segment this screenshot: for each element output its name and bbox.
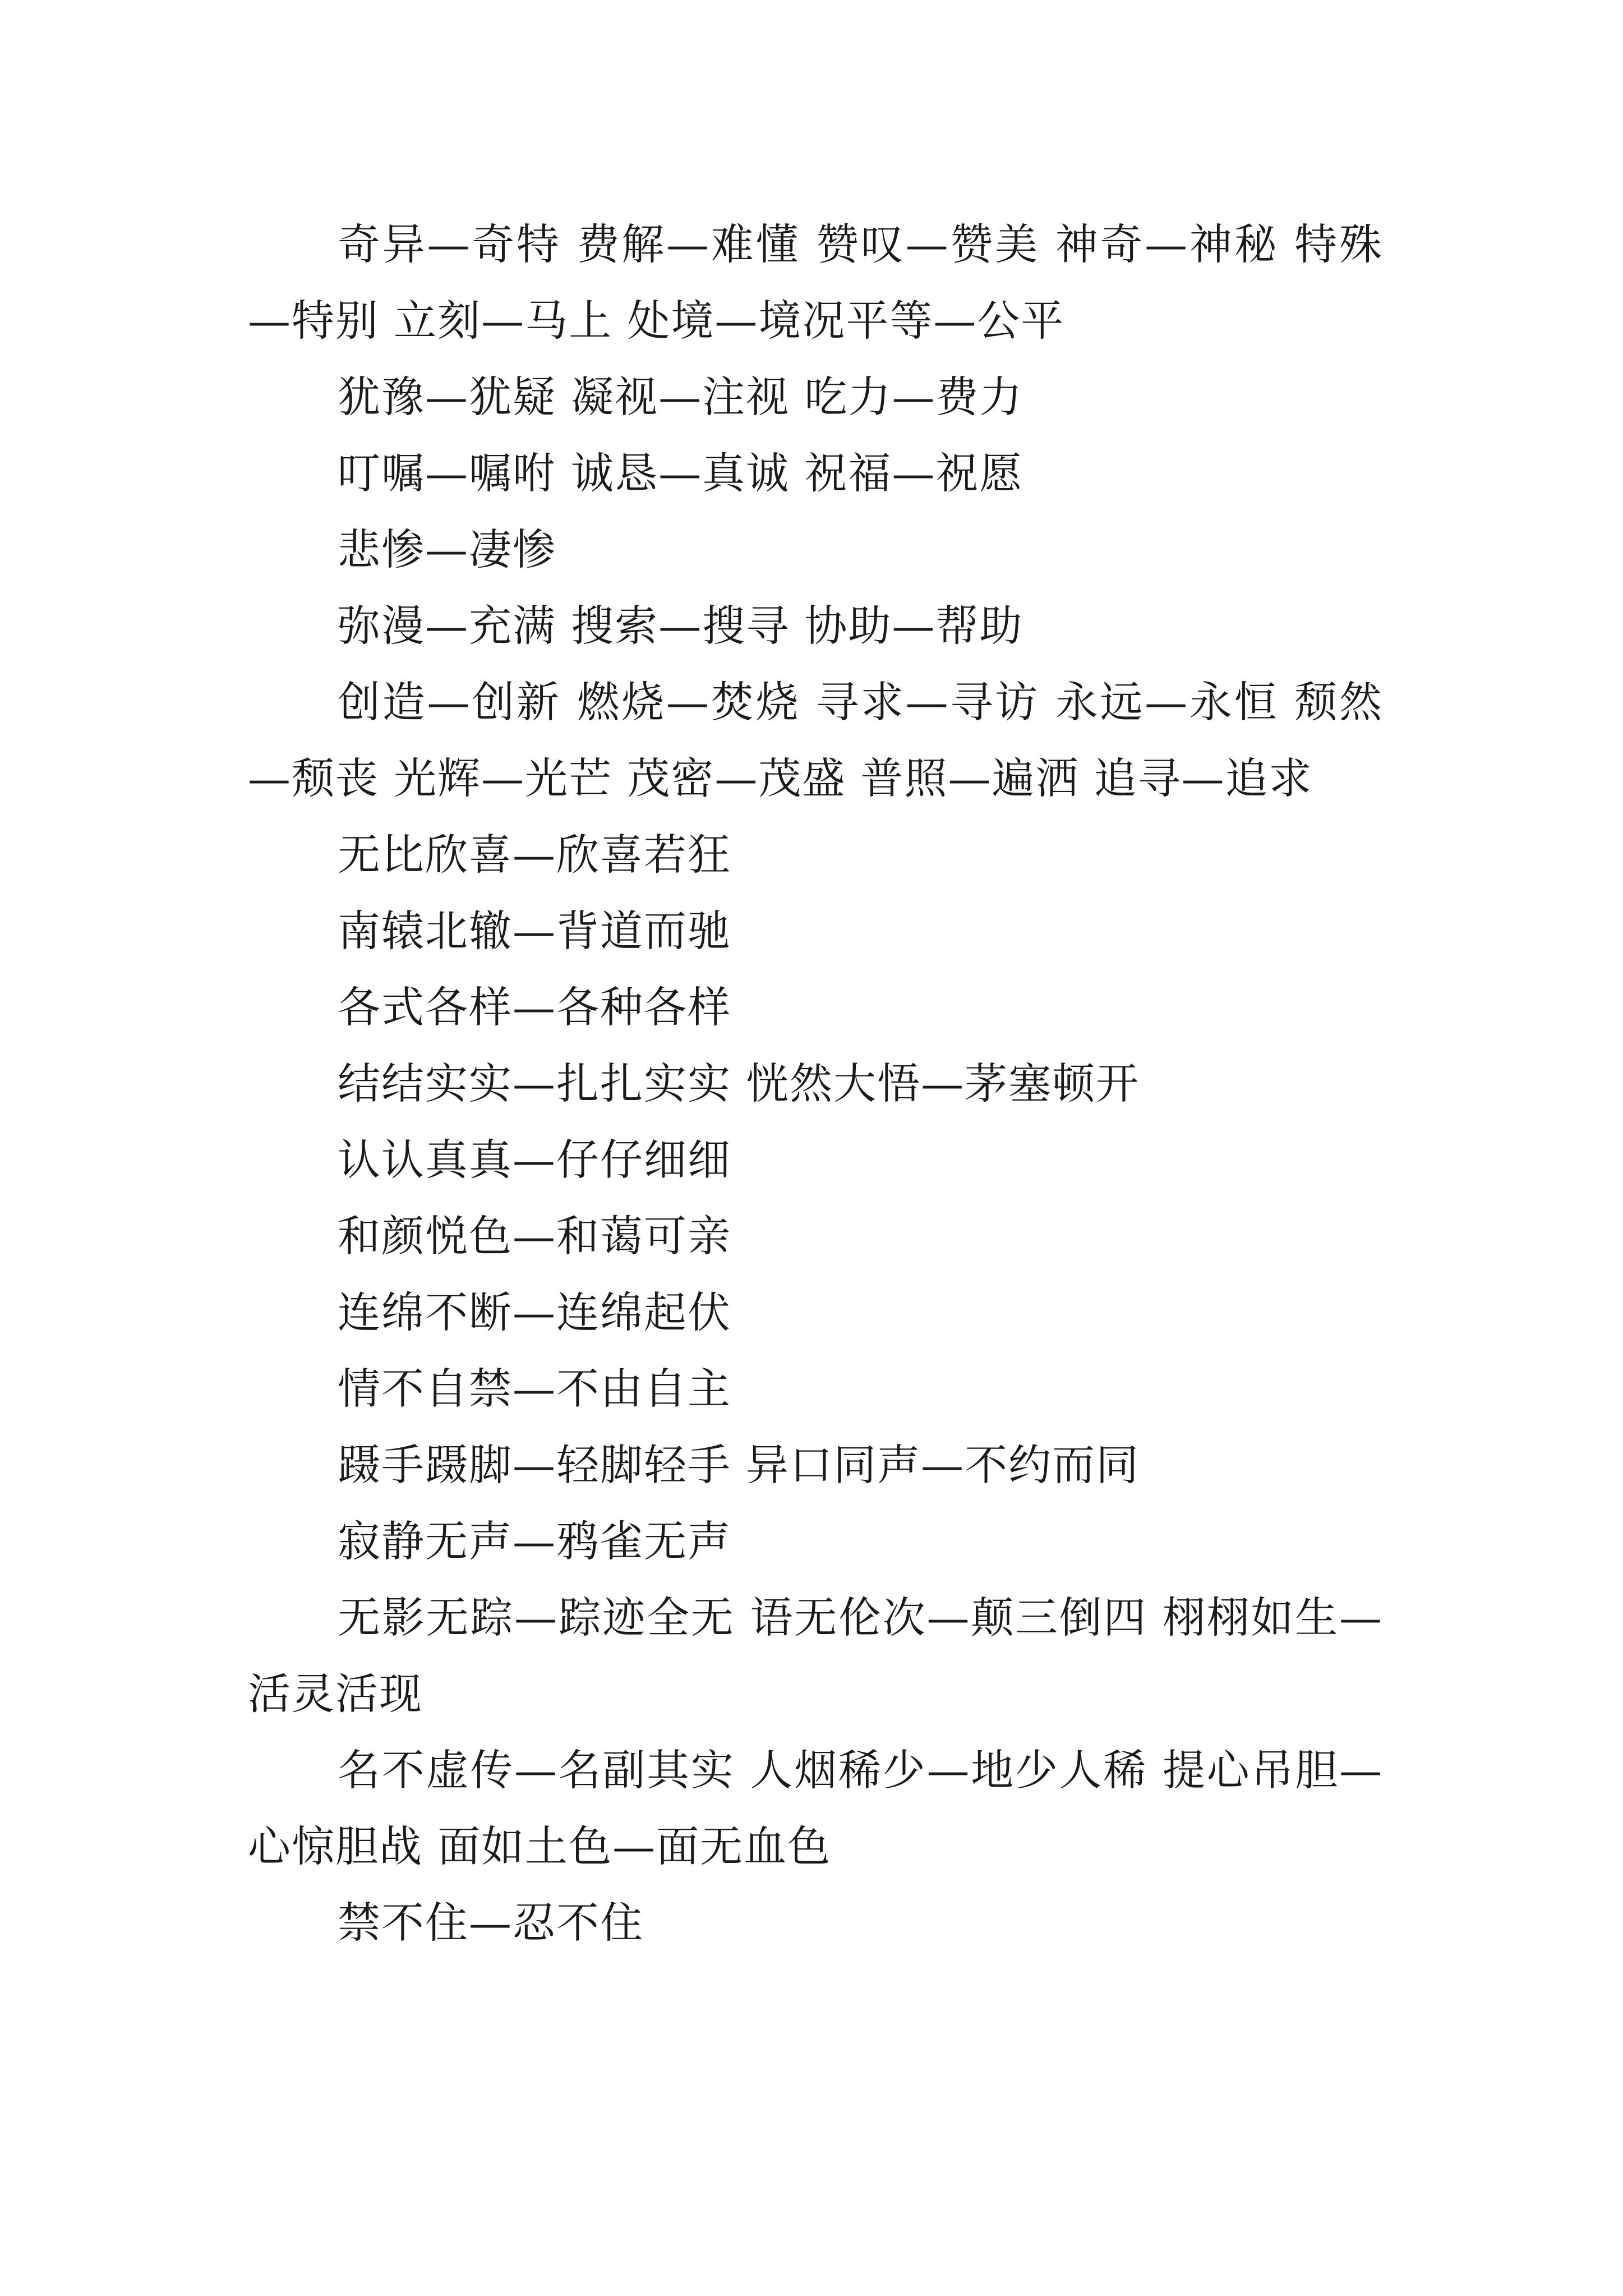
paragraph-1: 奇异—奇特 费解—难懂 赞叹—赞美 神奇—神秘 特殊—特别 立刻—马上 处境—境况平等—公平 [248,219,1383,346]
paragraph-15: 蹑手蹑脚—轻脚轻手 异口同声—不约而同 [338,1440,1140,1490]
paragraph-10: 结结实实—扎扎实实 恍然大悟—茅塞顿开 [338,1059,1140,1108]
paragraph-8: 南辕北辙—背道而驰 [338,906,731,956]
paragraph-14: 情不自禁—不由自主 [338,1364,731,1414]
paragraph-17: 无影无踪—踪迹全无 语无伦次—颠三倒四 栩栩如生—活灵活现 [248,1593,1383,1719]
paragraph-6: 创造—创新 燃烧—焚烧 寻求—寻访 永远—永恒 颓然—颓丧 光辉—光芒 茂密—茂盛 普照—遍洒 追寻—追求 [248,677,1383,803]
paragraph-19: 禁不住—忍不住 [338,1898,644,1948]
paragraph-5: 弥漫—充满 搜索—搜寻 协助—帮助 [338,601,1023,651]
paragraph-13: 连绵不断—连绵起伏 [338,1287,731,1337]
paragraph-2: 犹豫—犹疑 凝视—注视 吃力—费力 [338,372,1023,422]
paragraph-7: 无比欣喜—欣喜若狂 [338,830,731,880]
paragraph-3: 叮嘱—嘱咐 诚恳—真诚 祝福—祝愿 [338,448,1023,498]
paragraph-12: 和颜悦色—和蔼可亲 [338,1211,731,1261]
paragraph-16: 寂静无声—鸦雀无声 [338,1516,731,1566]
paragraph-18: 名不虚传—名副其实 人烟稀少—地少人稀 提心吊胆—心惊胆战 面如土色—面无血色 [248,1745,1383,1871]
paragraph-11: 认认真真—仔仔细细 [338,1135,731,1185]
paragraph-4: 悲惨—凄惨 [338,524,556,574]
paragraph-9: 各式各样—各种各样 [338,982,731,1032]
